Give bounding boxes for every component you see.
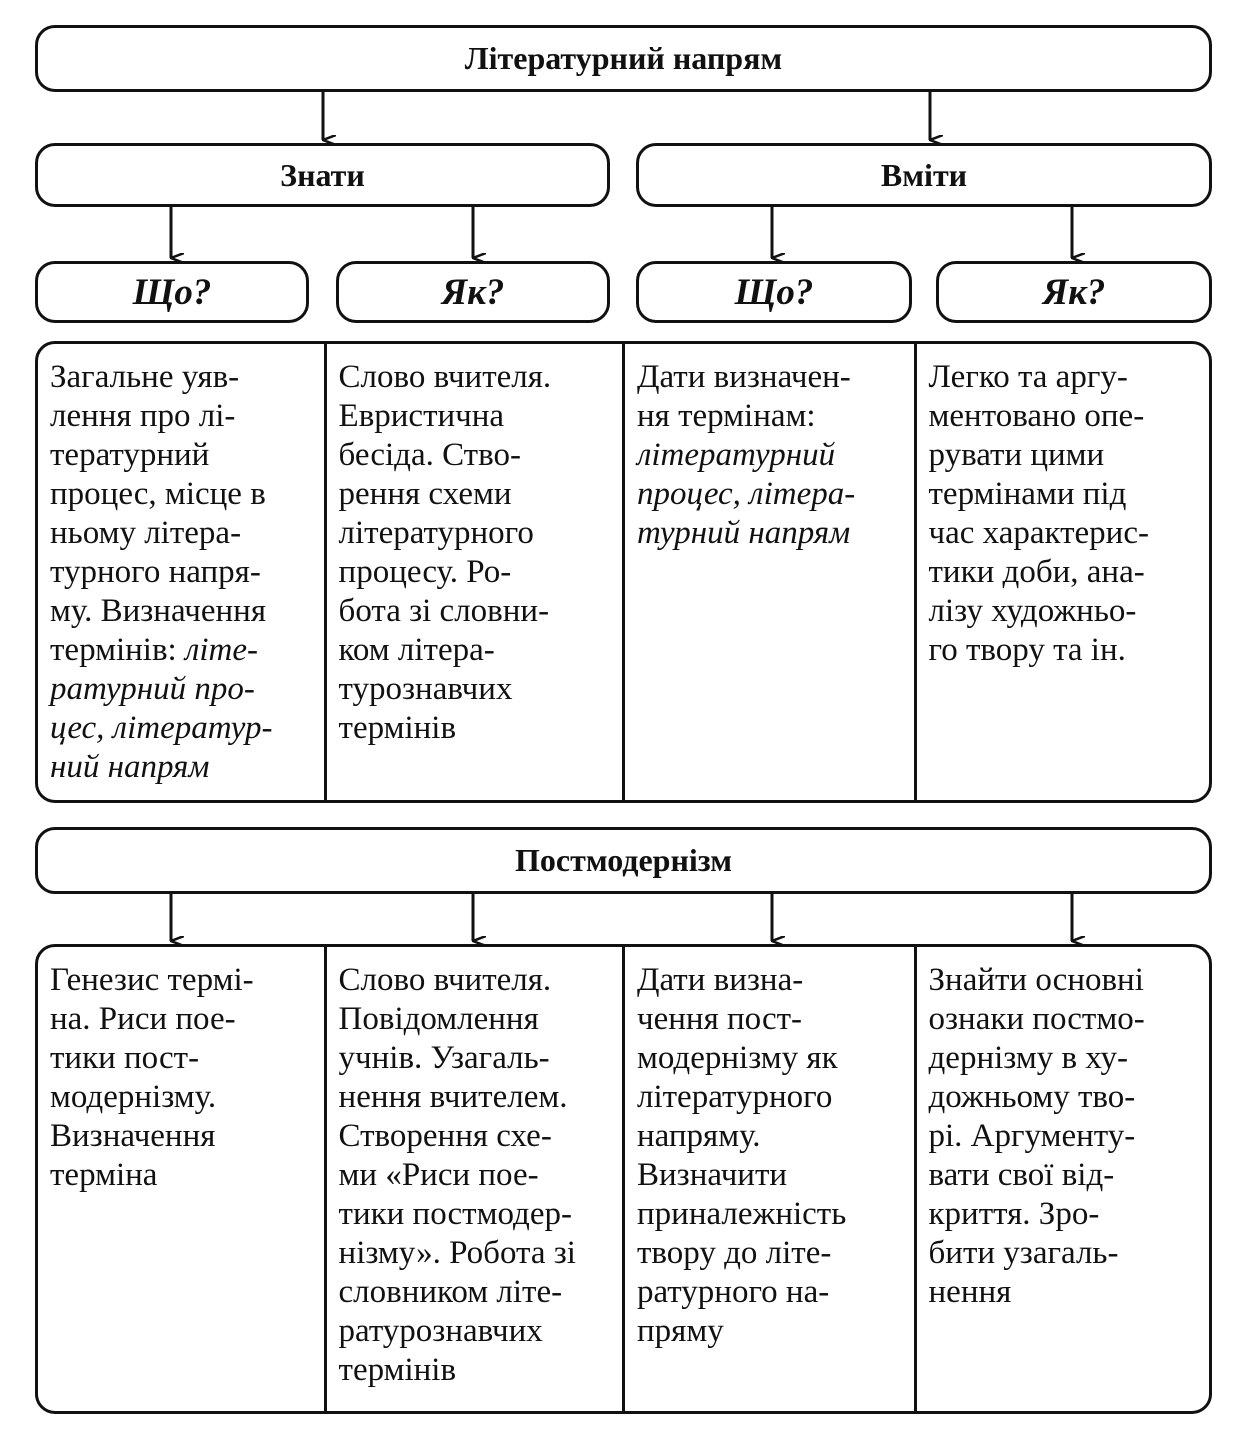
able-how-box bbox=[936, 261, 1212, 323]
know-how-cell bbox=[324, 344, 622, 800]
know-what-cell bbox=[38, 344, 324, 800]
able-what-box bbox=[636, 261, 912, 323]
able-what-cell bbox=[622, 344, 914, 800]
literary-direction-title: Літературний напрям bbox=[464, 40, 783, 76]
postmodernism-box bbox=[35, 827, 1212, 894]
able-what-label: Що? bbox=[734, 271, 814, 313]
literary-direction-box bbox=[35, 25, 1212, 92]
know-what-label: Що? bbox=[132, 271, 212, 313]
cell-text: Легко та аргу- ментовано опе- рувати цими термінами під час характерис- тики доби, ана- лізу художньо- го твору та ін. bbox=[928, 359, 1149, 668]
able-how-label: Як? bbox=[1042, 271, 1106, 313]
postmodernism-cell-4 bbox=[914, 947, 1209, 1411]
know-how-label: Як? bbox=[441, 271, 505, 313]
cell-text: Генезис термі- на. Риси пое- тики пост- модернізму. Визначення терміна bbox=[50, 962, 254, 1193]
postmodernism-cell-2 bbox=[324, 947, 622, 1411]
able-how-cell bbox=[914, 344, 1209, 800]
postmodernism-cell-3 bbox=[622, 947, 914, 1411]
cell-text: Слово вчителя. Повідомлення учнів. Узагаль- нення вчителем. Створення схе- ми «Риси пое- тики постмодер- нізму». Робота зі словником літе- ратурознавчих термінів bbox=[338, 962, 576, 1388]
cell-text: Дати визна- чення пост- модернізму як літературного напряму. Визначити приналежність твору до літе- ратурного на- пряму bbox=[637, 962, 847, 1349]
know-box bbox=[35, 143, 610, 207]
cell-text: Знайти основні ознаки постмо- дернізму в ху- дожньому тво- рі. Аргументу- вати свої від- криття. Зро- бити узагаль- нення bbox=[928, 962, 1145, 1310]
cell-text: Слово вчителя. Евристична бесіда. Ство- рення схеми літературного процесу. Ро- бота зі словни- ком літера- турознавчих термінів bbox=[338, 359, 552, 746]
literary-direction-table bbox=[35, 341, 1212, 803]
able-label: Вміти bbox=[880, 156, 968, 193]
cell-text: Дати визначен- ня термінам: bbox=[637, 359, 851, 434]
postmodernism-title: Постмодернізм bbox=[515, 842, 732, 878]
postmodernism-cell-1 bbox=[38, 947, 324, 1411]
know-label: Знати bbox=[280, 156, 365, 193]
know-how-box bbox=[336, 261, 610, 323]
know-what-box bbox=[35, 261, 309, 323]
cell-text: Загальне уяв- лення про лі- тературний процес, місце в ньому літера- турного напря- му. Визначення термінів: bbox=[50, 359, 267, 668]
cell-italic-text: літе- ратурний про- цес, літератур- ний напрям bbox=[50, 632, 273, 785]
postmodernism-table bbox=[35, 944, 1212, 1414]
able-box bbox=[636, 143, 1212, 207]
cell-italic-text: літературний процес, літера- турний напрям bbox=[637, 437, 856, 551]
